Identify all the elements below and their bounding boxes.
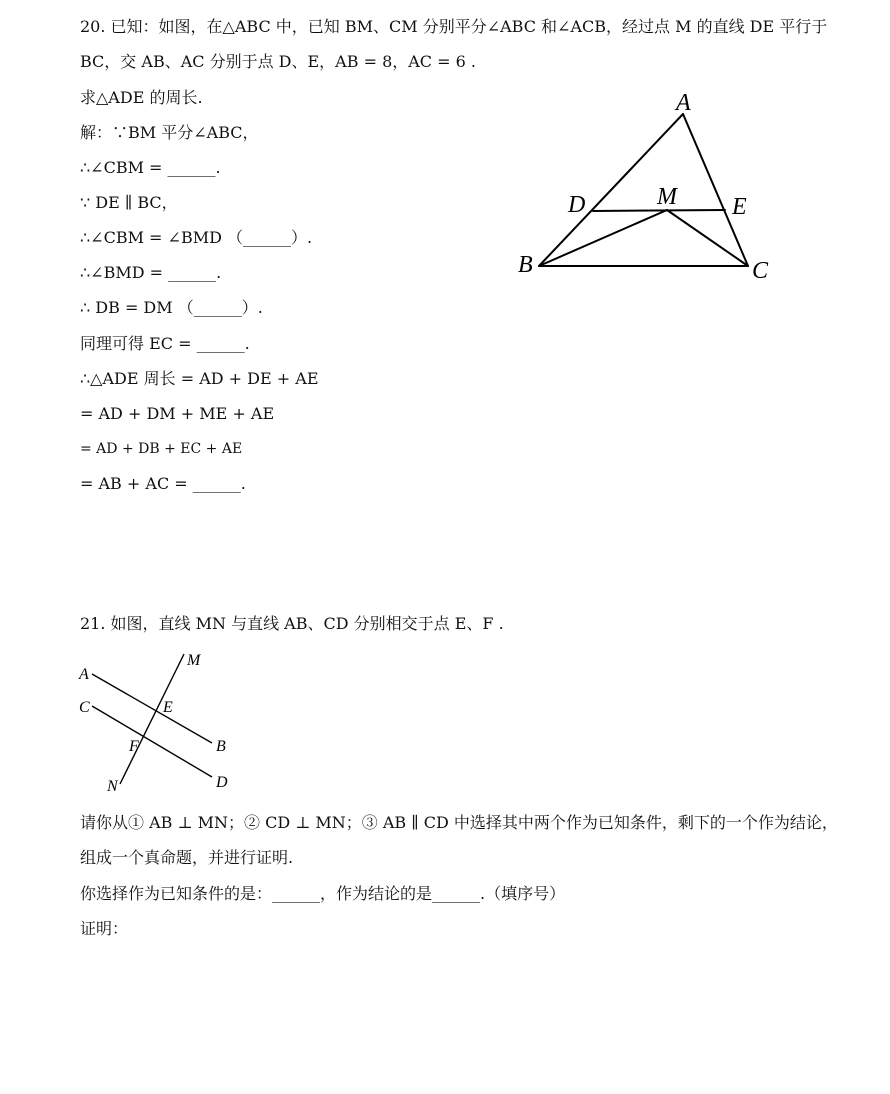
q20-step-4: ∴∠CBM = ∠BMD （______）. — [80, 228, 313, 247]
label-b: B — [518, 252, 533, 278]
q20-step-7: 同理可得 EC = ______. — [80, 334, 250, 353]
label-e: E — [732, 194, 747, 220]
q20-step-5: ∴∠BMD = ______. — [80, 263, 222, 282]
label-c: C — [752, 258, 769, 284]
label-n: N — [107, 778, 118, 795]
label-m: M — [657, 184, 677, 210]
q21-task-line2: 组成一个真命题，并进行证明. — [80, 848, 294, 867]
label-a: A — [676, 90, 691, 116]
label-a: A — [79, 666, 89, 683]
label-d: D — [568, 192, 586, 218]
q20-stem-line1: 20. 已知：如图，在△ABC 中，已知 BM、CM 分别平分∠ABC 和∠ACB，经过点 M 的直线 DE 平行于 — [80, 17, 828, 36]
label-f: F — [129, 738, 139, 755]
q20-triangle-figure — [510, 88, 790, 288]
q20-step-10: = AD + DB + EC + AE — [80, 441, 243, 457]
label-e: E — [163, 699, 173, 716]
q21-lines-figure — [74, 646, 244, 796]
q20-stem-line2: BC，交 AB、AC 分别于点 D、E，AB = 8，AC = 6 . — [80, 52, 476, 71]
segment-de — [593, 210, 725, 211]
q20-question: 求△ADE 的周长. — [80, 88, 203, 107]
line-cd — [92, 706, 212, 777]
q21-choice-line: 你选择作为已知条件的是：______，作为结论的是______.（填序号） — [80, 884, 566, 903]
q20-step-3: ∵ DE ∥ BC， — [80, 193, 178, 212]
q20-step-2: ∴∠CBM = ______. — [80, 158, 221, 177]
q20-step-8: ∴△ADE 周长 = AD + DE + AE — [80, 369, 319, 388]
q20-step-6: ∴ DB = DM （______）. — [80, 298, 263, 317]
q21-proof-label: 证明： — [80, 919, 129, 938]
q21-stem: 21. 如图，直线 MN 与直线 AB、CD 分别相交于点 E、F . — [80, 614, 504, 633]
segment-bm — [539, 210, 667, 266]
label-m: M — [187, 652, 201, 669]
q21-task-line1: 请你从① AB ⊥ MN；② CD ⊥ MN；③ AB ∥ CD 中选择其中两个作为已知条件，剩下的一个作为结论， — [80, 813, 838, 832]
label-b: B — [216, 738, 226, 755]
q20-step-9: = AD + DM + ME + AE — [80, 404, 275, 423]
line-mn — [120, 654, 184, 784]
q20-step-11: = AB + AC = ______. — [80, 474, 246, 493]
label-d: D — [216, 774, 228, 791]
q20-step-1: 解：∵BM 平分∠ABC， — [80, 123, 259, 142]
label-c: C — [79, 699, 90, 716]
line-ab — [92, 674, 212, 743]
